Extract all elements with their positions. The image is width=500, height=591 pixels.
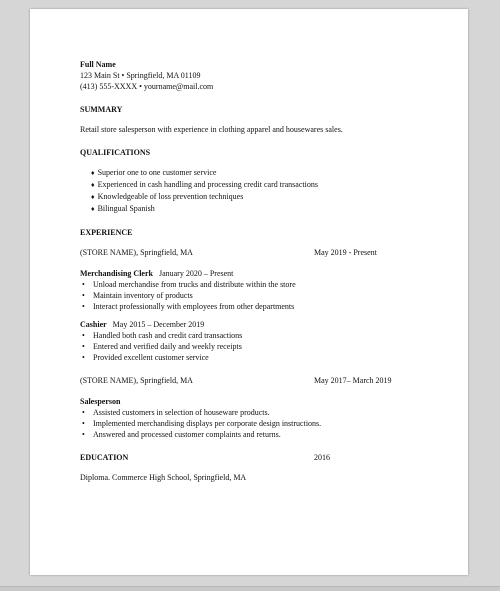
job-dates: May 2015 – December 2019 [112,320,205,329]
bullet-item: • Assisted customers in selection of houseware products. [93,407,410,418]
qualification-item: ♦ Bilingual Spanish [91,203,410,215]
full-name: Full Name [80,60,116,69]
bullet-item: • Implemented merchandising displays per corporate design instructions. [93,418,410,429]
bullet-item: • Interact professionally with employees from other departments [93,301,410,312]
qualifications-heading: QUALIFICATIONS [80,148,151,157]
document-page [30,9,468,575]
summary-heading: SUMMARY [80,105,123,114]
role-bullets [80,330,410,363]
bullet-item: • Provided excellent customer service [93,352,410,363]
experience-heading: EXPERIENCE [80,228,133,237]
qualifications-list [80,167,410,215]
employer-row [80,247,410,258]
employer-row [80,375,410,386]
resume-content [80,59,410,483]
address-line: 123 Main St • Springfield, MA 01109 [80,71,201,80]
qualification-item: ♦ Experienced in cash handling and processing credit card transactions [91,179,410,191]
education-year: 2016 [314,453,330,462]
role-header [80,268,410,279]
role-bullets [80,407,410,440]
employer-name: (STORE NAME), Springfield, MA [80,376,193,385]
job-dates: January 2020 – Present [158,269,234,278]
employment-period: May 2019 - Present [314,248,377,257]
job-title: Salesperson [80,397,121,406]
employment-period: May 2017– March 2019 [314,376,392,385]
education-heading: EDUCATION [80,453,129,462]
qualification-item: ♦ Superior one to one customer service [91,167,410,179]
bullet-item: • Handled both cash and credit card transactions [93,330,410,341]
education-row [80,452,410,463]
education-text: Diploma. Commerce High School, Springfield, MA [80,473,247,482]
qualification-item: ♦ Knowledgeable of loss prevention techniques [91,191,410,203]
job-title: Merchandising Clerk [80,269,153,278]
window-bottom-edge [0,586,500,591]
bullet-item: • Answered and processed customer complaints and returns. [93,429,410,440]
role-bullets [80,279,410,312]
bullet-item: • Unload merchandise from trucks and distribute within the store [93,279,410,290]
employer-name: (STORE NAME), Springfield, MA [80,248,193,257]
contact-line: (413) 555-XXXX • yourname@mail.com [80,82,214,91]
summary-text: Retail store salesperson with experience in clothing apparel and housewares sales. [80,125,343,134]
bullet-item: • Maintain inventory of products [93,290,410,301]
role-header [80,396,410,407]
job-title: Cashier [80,320,107,329]
role-header [80,319,410,330]
bullet-item: • Entered and verified daily and weekly receipts [93,341,410,352]
